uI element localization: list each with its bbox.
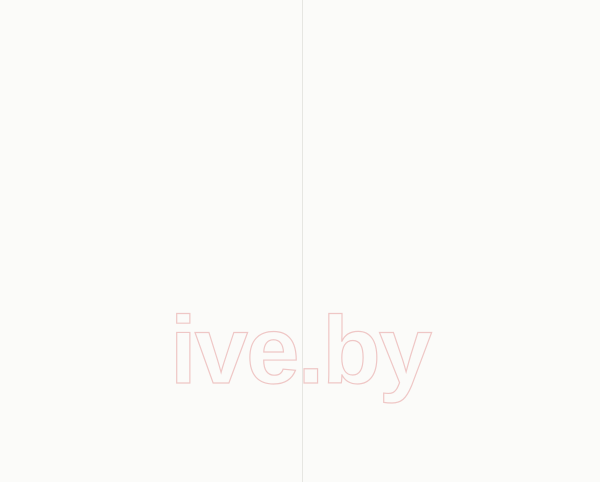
column-gutter: [302, 0, 303, 482]
watermark-logo: ive.by: [170, 297, 431, 404]
